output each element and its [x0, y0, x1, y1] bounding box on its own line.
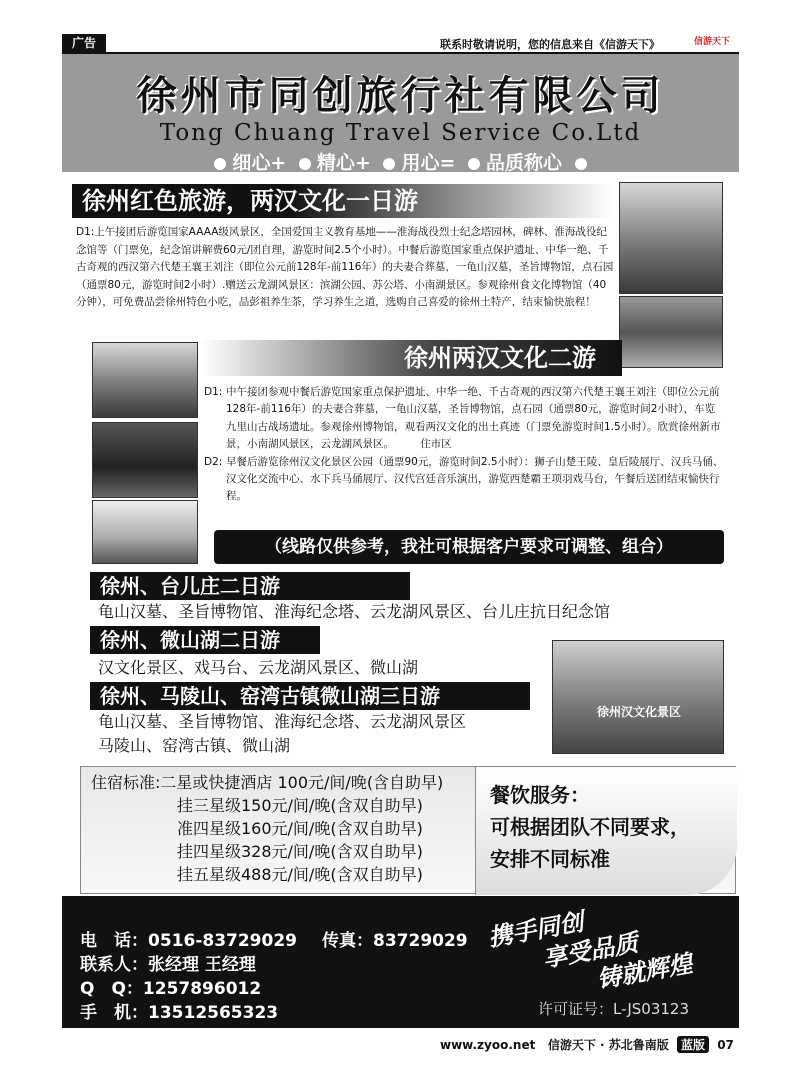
lodging-option: 挂五星级488元/间/晚(含双自助早) — [177, 865, 423, 884]
lodging-option: 挂三星级150元/间/晚(含双自助早) — [177, 796, 423, 815]
lodging-option: 挂四星级328元/间/晚(含双自助早) — [177, 842, 423, 861]
slogan-item: 精心+ — [316, 152, 371, 174]
day-label: D1: — [204, 386, 223, 398]
scenic-area-photo — [552, 640, 724, 754]
bullet-icon — [214, 158, 226, 170]
route-title: 徐州、马陵山、窑湾古镇微山湖三日游 — [90, 682, 530, 710]
company-name-en: Tong Chuang Travel Service Co.Ltd — [159, 120, 642, 146]
motto — [486, 882, 738, 1012]
fax-label: 传真： — [322, 931, 373, 951]
route-title: 徐州、台儿庄二日游 — [90, 572, 410, 600]
lodging-label: 住宿标准: — [91, 773, 161, 792]
phone-number[interactable]: 0516-83729029 — [148, 931, 297, 951]
route-sites: 马陵山、窑湾古镇、微山湖 — [98, 736, 291, 755]
contact-panel — [62, 896, 739, 1028]
phone-row — [80, 926, 297, 951]
motto-line: 携手同创 — [486, 906, 586, 953]
fax-number: 83729029 — [373, 931, 468, 951]
contact-person: 张经理 王经理 — [148, 955, 256, 975]
route2-title: 徐州两汉文化二游 — [202, 340, 622, 376]
dining-panel — [475, 767, 737, 895]
route2-itinerary — [204, 384, 724, 506]
fax-row — [322, 926, 468, 951]
terracotta-photo — [92, 422, 198, 498]
motto-line: 享受品质 — [540, 927, 641, 973]
dining-title: 餐饮服务： — [490, 783, 590, 807]
lodging-panel — [80, 766, 736, 894]
bullet-icon — [575, 158, 587, 170]
day-text: 早餐后游览徐州汉文化景区公园（通票90元，游览时间2.5小时）：狮子山楚王陵、皇后陵展厅、汉兵马俑、汉文化交流中心、水下兵马俑展厅、汉代宫廷音乐演出，游览西楚霸王项羽戏马台，午餐后送团结束愉快行程。 — [226, 455, 724, 503]
qq-label: Q Q： — [80, 979, 143, 999]
route-title: 徐州、微山湖二日游 — [90, 626, 320, 654]
photo-caption: 徐州汉文化景区 — [596, 705, 681, 719]
website-link[interactable]: www.zyoo.net — [440, 1038, 536, 1052]
day-text: 中午接团参观中餐后游览国家重点保护遗址、中华一绝、千古奇观的西汉第六代楚王襄王刘注（即位公元前128年-前116年）的夫妻合葬墓，一龟山汉墓，圣旨博物馆，点石园（通票80元，游览时间2小时），车览九里山古战场遗址。参观徐州博物馆，观看两汉文化的出土真迹（门票免游览时间1.5小时）。欣赏徐州新市景，小南湖风景区，云龙湖风景区。 住市区 — [226, 386, 721, 451]
bullet-icon — [468, 158, 480, 170]
dining-line: 安排不同标准 — [490, 847, 610, 871]
qq-row — [80, 974, 261, 999]
edition-badge: 蓝版 — [677, 1036, 709, 1053]
person-label: 联系人： — [80, 955, 148, 975]
license-number: 许可证号：L-JS03123 — [538, 1000, 690, 1018]
mobile-label: 手 机： — [80, 1003, 148, 1023]
bullet-icon — [383, 158, 395, 170]
person-row — [80, 950, 256, 975]
palace-photo — [92, 500, 198, 564]
slogan-item: 品质称心 — [486, 152, 563, 174]
route-sites: 汉文化景区、戏马台、云龙湖风景区、微山湖 — [98, 658, 419, 677]
company-name: 徐州市同创旅行社有限公司 — [136, 73, 665, 119]
day-2 — [204, 454, 724, 506]
day-1 — [204, 384, 724, 454]
monument-photo — [619, 182, 723, 294]
lodging-standards — [91, 771, 443, 886]
publication-name: 信游天下 · 苏北鲁南版 — [547, 1038, 669, 1052]
day-label: D2: — [204, 455, 223, 468]
route-sites: 龟山汉墓、圣旨博物馆、淮海纪念塔、云龙湖风景区、台儿庄抗日纪念馆 — [98, 602, 611, 621]
hall-photo — [92, 342, 198, 418]
lodging-option: 二星或快捷酒店 100元/间/晚(含自助早) — [160, 773, 444, 792]
ad-tag: 广告 — [62, 34, 106, 52]
route-note: （线路仅供参考，我社可根据客户要求可调整、组合） — [214, 530, 724, 564]
slogan-item: 细心+ — [232, 152, 287, 174]
slogan-item: 用心= — [401, 152, 456, 174]
company-header — [62, 54, 739, 172]
lodging-option: 准四星级160元/间/晚(含双自助早) — [177, 819, 423, 838]
route1-itinerary: D1:上午接团后游览国家AAAA级风景区，全国爱国主义教育基地——淮海战役烈士纪念塔园林，碑林、淮海战役纪念馆等（门票免，纪念馆讲解费60元/团自理，游览时间2.5个小时）。中餐后游览国家重点保护遗址、中华一绝、千古奇观的西汉第六代楚王襄王刘注（即位公元前128年-前116年）的夫妻合葬墓，一龟山汉墓，圣旨博物馆，点石园（通票80元，游览时间2小时）.赠送云龙湖风景区：滨湖公园、苏公塔、小南湖景区。参观徐州食文化博物馆（40分钟），可免费品尝徐州特色小吃，品彭祖养生茶，学习养生之道，选购自己喜爱的徐州土特产，结束愉快旅程！ — [76, 226, 614, 309]
qq-number[interactable]: 1257896012 — [142, 979, 262, 999]
slogan — [62, 148, 739, 175]
route-sites: 龟山汉墓、圣旨博物馆、淮海纪念塔、云龙湖风景区 — [98, 712, 467, 731]
magazine-logo: 信游天下 — [694, 37, 731, 47]
page-footer — [440, 1036, 734, 1053]
mobile-row — [80, 998, 278, 1023]
motto-line: 铸就辉煌 — [594, 948, 695, 994]
source-notice: 联系时敬请说明，您的信息来自《信游天下》 — [440, 38, 660, 51]
dining-line: 可根据团队不同要求， — [490, 815, 690, 839]
bridge-photo — [619, 296, 723, 368]
route1-title: 徐州红色旅游，两汉文化一日游 — [72, 184, 612, 218]
bullet-icon — [299, 158, 311, 170]
phone-label: 电 话： — [80, 931, 148, 951]
lodging-row — [91, 771, 443, 794]
page-number: 07 — [717, 1038, 734, 1052]
mobile-number[interactable]: 13512565323 — [148, 1003, 279, 1023]
